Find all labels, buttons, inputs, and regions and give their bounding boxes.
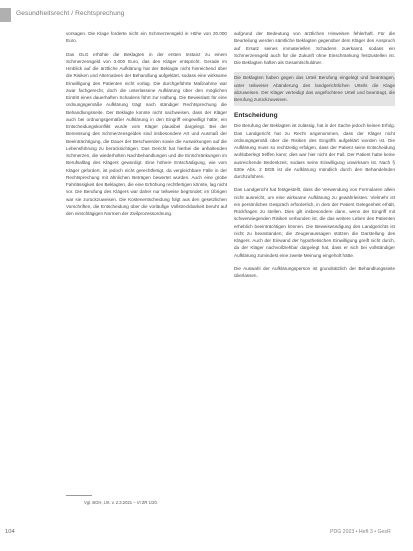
shaded-box [234, 72, 395, 106]
right-column [234, 30, 395, 285]
footnote: Vgl. BGH, Urt. v. 2.3.2021 – VI ZR 1/20. [84, 500, 158, 505]
section-heading: Entscheidung [234, 112, 278, 120]
right-paragraph-1: Die Berufung der Beklagten ist zulässig, hat in der Sache jedoch keinen Erfolg. Das Landgericht hat zu Recht angenommen, dass der Kläger nicht ordnungsgemäß über die Risiken des Eingriffs aufgeklärt worden ist. Die Aufklärung muss so rechtzeitig erfolgen, dass der Patient seine Entscheidung wohlüberlegt treffen kann; dies war hier nicht der Fall. Der Patient hatte keine ausreichende Bedenkzeit, sodass seine Einwilligung unwirksam ist. Nach § 630e Abs. 2 BGB ist die Aufklärung mündlich durch den Behandelnden durchzuführen. [234, 123, 395, 179]
right-intro-paragraph: aufgrund der Bedeutung von ärztlichen Hinweisen fehlerhaft. Für die Beurteilung werden sämtliche Beklagten gegenüber dem Kläger den Anspruch auf Ersatz seines immateriellen Schadens zuerkannt, sodass ein Schmerzensgeld auch für die Zukunft ohne Einschränkung festzustellen ist. Die Beklagten haften als Gesamtschuldner. [234, 31, 395, 65]
left-paragraph-1: vorsagen. Die Klage forderte nicht ein Schmerzensgeld in Höhe von 20.000 Euro. [66, 31, 227, 44]
journal-reference: PDG 2023 • Heft 3 • GesR [330, 529, 391, 535]
header-marker [0, 8, 11, 22]
left-paragraph-2: Das OLG erhöhte die Beklagten in der ersten Instanz zu einem Schmerzensgeld von 3.000 Euro, das den Kläger entspricht. Gerade im Hinblick auf die ärztliche Aufklärung hat der Beklagte nicht hinreichend über die Risiken und Alternativen der Behandlung aufgeklärt, sodass eine wirksame Einwilligung des Patienten nicht vorlag. Die durchgeführte Maßnahme war zwar fachgerecht, doch die unterlassene Aufklärung über den möglichen Eintritt eines dauerhaften Schadens führt zur Haftung. Die Beweislast für eine ordnungsgemäße Aufklärung trägt nach ständiger Rechtsprechung die Behandlungsseite. Der Beklagte konnte nicht nachweisen, dass der Kläger auch bei ordnungsgemäßer Aufklärung in den Eingriff eingewilligt hätte; ein Entscheidungskonflikt wurde vom Kläger plausibel dargelegt. Bei der Bemessung des Schmerzensgeldes sind insbesondere Art und Ausmaß der Beeinträchtigung, die Dauer der Beschwerden sowie die Auswirkungen auf die Lebensführung zu berücksichtigen. Das Gericht hat hierbei die anhaltenden Schmerzen, die wiederholten Nachbehandlungen und die Einschränkungen im Berufsalltag des Klägers gewürdigt. Eine höhere Entschädigung, wie vom Kläger gefordert, ist jedoch nicht gerechtfertigt, da vergleichbare Fälle in der Rechtsprechung mit ähnlichen Beträgen bewertet wurden. Auch eine grobe Fahrlässigkeit des Beklagten, die eine Erhöhung rechtfertigen könnte, lag nicht vor. Die Berufung des Klägers war daher nur teilweise begründet; im Übrigen war sie zurückzuweisen. Die Kostenentscheidung folgt aus den gesetzlichen Vorschriften, die Entscheidung über die vorläufige Vollstreckbarkeit beruht auf den einschlägigen Normen der Zivilprozessordnung. [66, 51, 227, 216]
left-column [66, 30, 227, 223]
shaded-paragraph: Die Beklagten haben gegen das Urteil Berufung eingelegt und beantragen, unter teilweiser Abänderung des landgerichtlichen Urteils die Klage abzuweisen. Der Kläger verteidigt das angefochtene Urteil und beantragt, die Berufung zurückzuweisen. [234, 75, 395, 102]
footnote-divider [66, 495, 92, 496]
page-number: 104 [5, 529, 15, 535]
header-title: Gesundheitsrecht / Rechtsprechung [16, 10, 125, 17]
right-paragraph-2: Das Landgericht hat festgestellt, dass die Verwendung von Formularen allein nicht ausreicht, um eine wirksame Aufklärung zu gewährleisten. Vielmehr ist ein persönliches Gespräch erforderlich, in dem der Patient Gelegenheit erhält, Rückfragen zu stellen. Dies gilt insbesondere dann, wenn der Eingriff mit schwerwiegenden Risiken verbunden ist, die das weitere Leben des Patienten erheblich beeinträchtigen können. Die Beweiswürdigung des Landgerichts ist nicht zu beanstanden; die Zeugenaussagen stützen die Darstellung des Klägers. Auch der Einwand der hypothetischen Einwilligung greift nicht durch, da der Kläger nachvollziehbar dargelegt hat, dass er sich bei vollständiger Aufklärung zumindest eine zweite Meinung eingeholt hätte. [234, 187, 395, 258]
running-header [0, 8, 413, 22]
right-paragraph-3: Die Auswahl der Aufklärungsperson ist grundsätzlich der Behandlungsseite überlassen. [234, 265, 395, 278]
